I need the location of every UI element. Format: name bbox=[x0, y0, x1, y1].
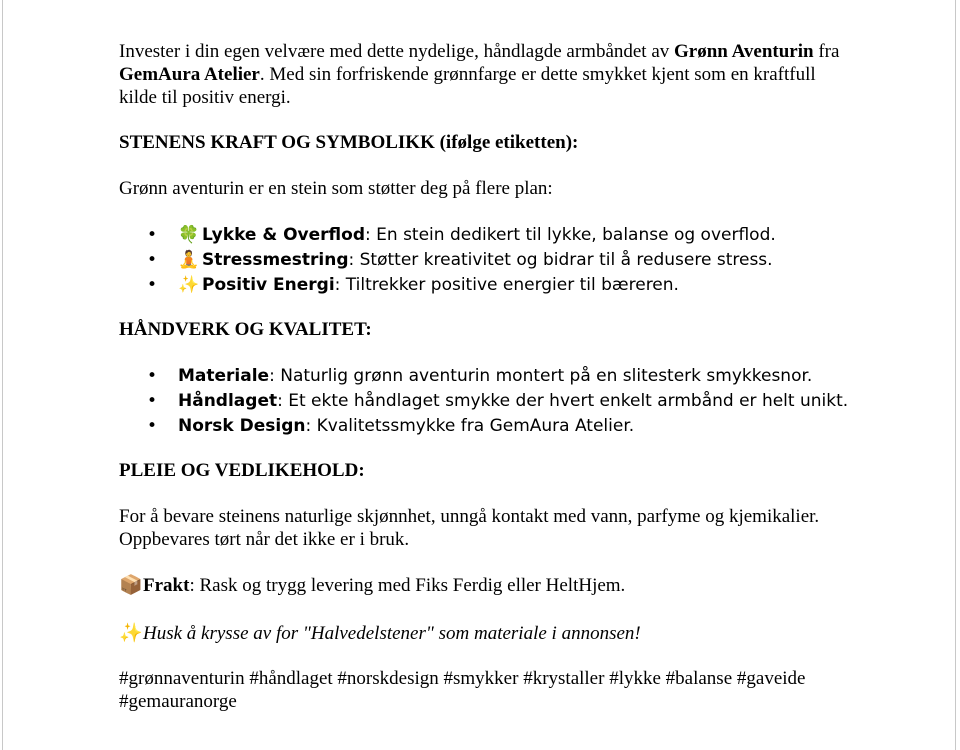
stone-name: Grønn Aventurin bbox=[674, 41, 814, 62]
shipping-label: Frakt bbox=[143, 575, 190, 596]
intro-text: fra bbox=[813, 41, 840, 62]
intro-text: Invester i din egen velvære med dette nydelige, håndlagde armbåndet av bbox=[119, 41, 675, 62]
shipping-paragraph bbox=[119, 574, 849, 597]
item-label: Lykke & Overflod bbox=[202, 225, 366, 245]
craft-quality-list bbox=[119, 364, 849, 439]
list-item bbox=[119, 223, 849, 248]
list-item bbox=[119, 248, 849, 273]
list-item bbox=[119, 414, 849, 439]
item-text: : En stein dedikert til lykke, balanse og overflod. bbox=[365, 225, 776, 245]
item-text: : Kvalitetssmykke fra GemAura Atelier. bbox=[305, 416, 635, 436]
list-item bbox=[119, 364, 849, 389]
stone-benefits-list bbox=[119, 223, 849, 298]
item-text: : Et ekte håndlaget smykke der hvert enkelt armbånd er helt unikt. bbox=[277, 391, 849, 411]
intro-text: . Med sin forfriskende grønnfarge er dette smykket kjent som en kraftfull kilde til positiv energi. bbox=[119, 64, 816, 108]
item-text: : Naturlig grønn aventurin montert på en slitesterk smykkesnor. bbox=[269, 366, 813, 386]
intro-paragraph bbox=[119, 40, 849, 109]
item-text: : Støtter kreativitet og bidrar til å redusere stress. bbox=[348, 250, 773, 270]
section-heading-care: PLEIE OG VEDLIKEHOLD: bbox=[119, 460, 365, 481]
item-label: Håndlaget bbox=[178, 391, 278, 411]
sparkles-icon: ✨ bbox=[119, 622, 143, 644]
package-icon: 📦 bbox=[119, 574, 143, 596]
document-page bbox=[2, 0, 956, 750]
hashtags: #grønnaventurin #håndlaget #norskdesign #smykker #krystaller #lykke #balanse #gaveide #gemauranorge bbox=[119, 668, 806, 712]
shipping-text: : Rask og trygg levering med Fiks Ferdig eller HeltHjem. bbox=[189, 575, 626, 596]
section-lead: Grønn aventurin er en stein som støtter deg på flere plan: bbox=[119, 178, 553, 199]
item-text: : Tiltrekker positive energier til bæreren. bbox=[334, 275, 679, 295]
four-leaf-clover-icon: 🍀 bbox=[178, 225, 200, 245]
sparkles-icon: ✨ bbox=[178, 275, 200, 295]
meditating-person-icon: 🧘 bbox=[178, 250, 200, 270]
care-paragraph: For å bevare steinens naturlige skjønnhet, unngå kontakt med vann, parfyme og kjemikalier. Oppbevares tørt når det ikke er i bruk. bbox=[119, 506, 820, 550]
item-label: Materiale bbox=[178, 366, 270, 386]
item-label: Positiv Energi bbox=[202, 275, 335, 295]
section-heading-power: STENENS KRAFT OG SYMBOLIKK (ifølge etiketten): bbox=[119, 132, 579, 153]
section-heading-craft: HÅNDVERK OG KVALITET: bbox=[119, 319, 372, 340]
reminder-note bbox=[119, 622, 849, 645]
note-text: Husk å krysse av for "Halvedelstener" som materiale i annonsen! bbox=[143, 623, 641, 644]
item-label: Norsk Design bbox=[178, 416, 306, 436]
brand-name: GemAura Atelier bbox=[119, 64, 260, 85]
document-content bbox=[119, 40, 849, 713]
item-label: Stressmestring bbox=[202, 250, 349, 270]
list-item bbox=[119, 273, 849, 298]
list-item bbox=[119, 389, 849, 414]
